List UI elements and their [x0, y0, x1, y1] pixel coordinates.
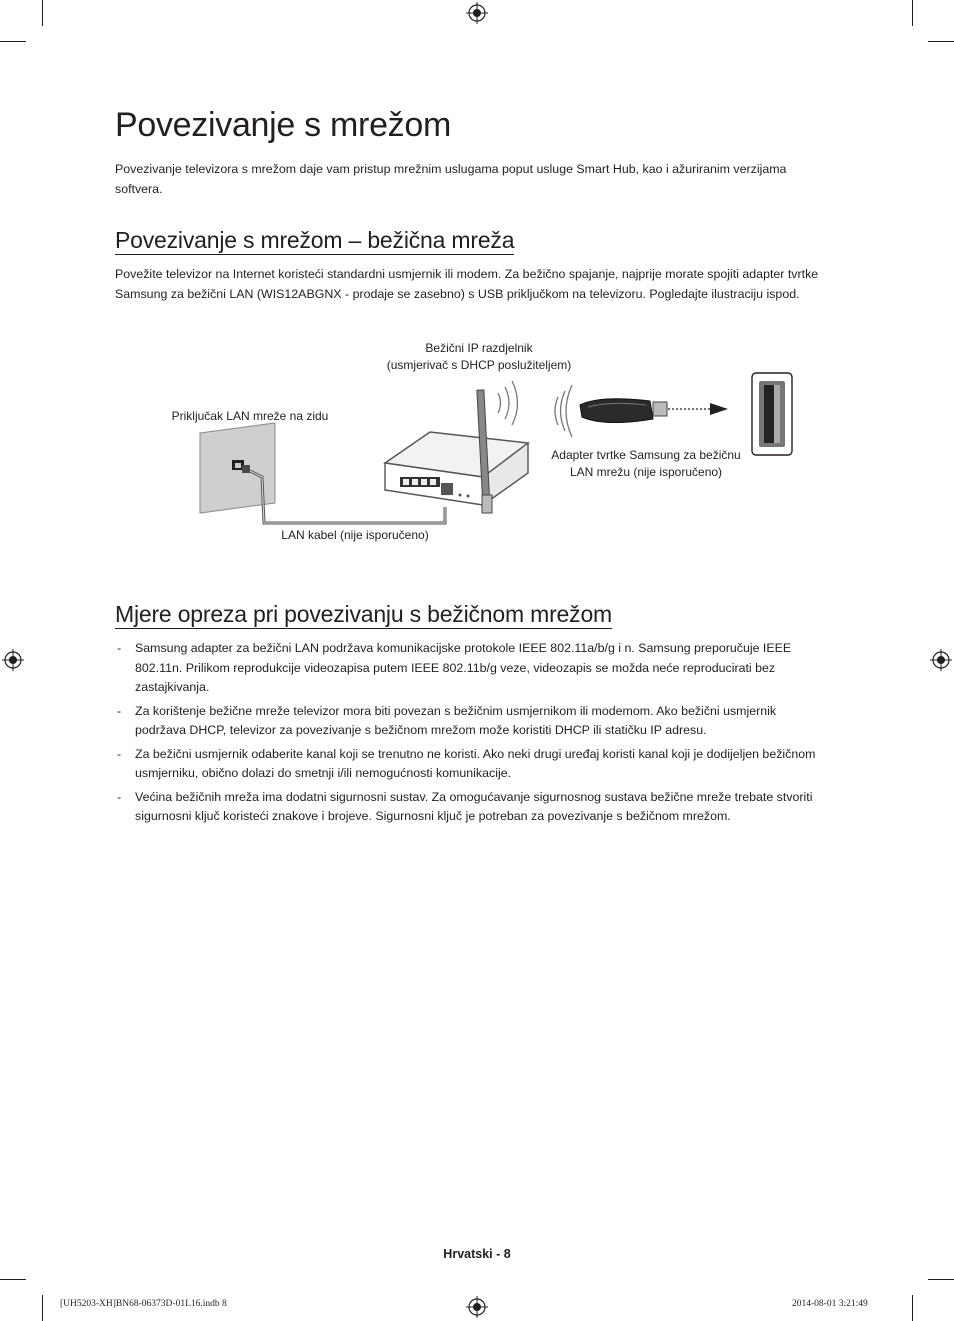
adapter-label: Adapter tvrtke Samsung za bežičnu LAN mrežu (nije isporučeno) — [551, 448, 741, 479]
registration-mark-icon — [466, 1296, 488, 1318]
wireless-paragraph: Povežite televizor na Internet koristeći standardni usmjernik ili modem. Za bežično spajanje, najprije morate spojiti adapter tvrtke Samsung za bežični LAN (WIS12ABGNX - prodaje se zasebno) s USB priključkom na televizoru. Pogledajte ilustraciju ispod. — [115, 267, 819, 301]
crop-mark — [912, 1295, 913, 1321]
cautions-list — [115, 639, 830, 831]
registration-mark-icon — [2, 649, 24, 671]
date-slug: 2014-08-01 3:21:49 — [792, 1299, 868, 1309]
network-diagram — [150, 335, 810, 550]
page-number: Hrvatski - 8 — [443, 1247, 511, 1261]
intro-paragraph: Povezivanje televizora s mrežom daje vam pristup mrežnim uslugama poput usluge Smart Hub, kao i ažuriranim verzijama softvera. — [115, 162, 787, 196]
list-item: - Samsung adapter za bežični LAN podržava komunikacijske protokole IEEE 802.11a/b/g i n. Samsung preporučuje IEEE 802.11n. Prilikom reprodukcije videozapisa putem IEEE 802.11b/g veze, videozapis se možda neće reproducirati bez zastajkivanja. — [117, 641, 792, 694]
crop-mark — [0, 1279, 26, 1280]
file-slug: [UH5203-XH]BN68-06373D-01L16.indb 8 — [60, 1299, 227, 1309]
wireless-signal-icon — [555, 385, 572, 437]
page-title: Povezivanje s mrežom — [115, 106, 452, 144]
crop-mark — [912, 0, 913, 26]
crop-mark — [0, 41, 26, 42]
list-item: - Za korištenje bežične mreže televizor mora biti povezan s bežičnim usmjernikom ili modemom. Ako bežični usmjernik podržava DHCP, televizor za povezivanje s bežičnom mrežom može koristiti DHCP ili statičku IP adresu. — [117, 703, 777, 737]
router-label: Bežični IP razdjelnik (usmjerivač s DHCP poslužiteljem) — [386, 341, 572, 372]
wireless-signal-icon — [498, 381, 518, 425]
usb-port-icon — [752, 373, 792, 455]
crop-mark — [928, 1279, 954, 1280]
list-item: - Većina bežičnih mreža ima dodatni sigurnosni sustav. Za omogućavanje sigurnosnog sustava bežične mreže trebate stvoriti sigurnosni ključ koristeći znakove i brojeve. Sigurnosni ključ je potreban za povezivanje s bežičnom mrežom. — [117, 789, 813, 823]
list-item: - Za bežični usmjernik odaberite kanal koji se trenutno ne koristi. Ako neki drugi uređaj koristi kanal koji je dodijeljen bežičnom usmjerniku, obično dolazi do smetnji i/ili nemogućnosti komunikacije. — [117, 746, 816, 780]
wall-port-label: Priključak LAN mreže na zidu — [171, 409, 329, 423]
section-heading-wireless: Povezivanje s mrežom – bežična mreža — [115, 227, 515, 253]
crop-mark — [42, 0, 43, 26]
cable-label: LAN kabel (nije isporučeno) — [281, 528, 429, 542]
crop-mark — [42, 1295, 43, 1321]
crop-mark — [928, 41, 954, 42]
router-icon — [385, 390, 528, 513]
usb-wireless-adapter-icon — [580, 399, 667, 423]
registration-mark-icon — [930, 649, 952, 671]
section-heading-cautions: Mjere opreza pri povezivanju s bežičnom mrežom — [115, 601, 613, 627]
registration-mark-icon — [466, 2, 488, 24]
